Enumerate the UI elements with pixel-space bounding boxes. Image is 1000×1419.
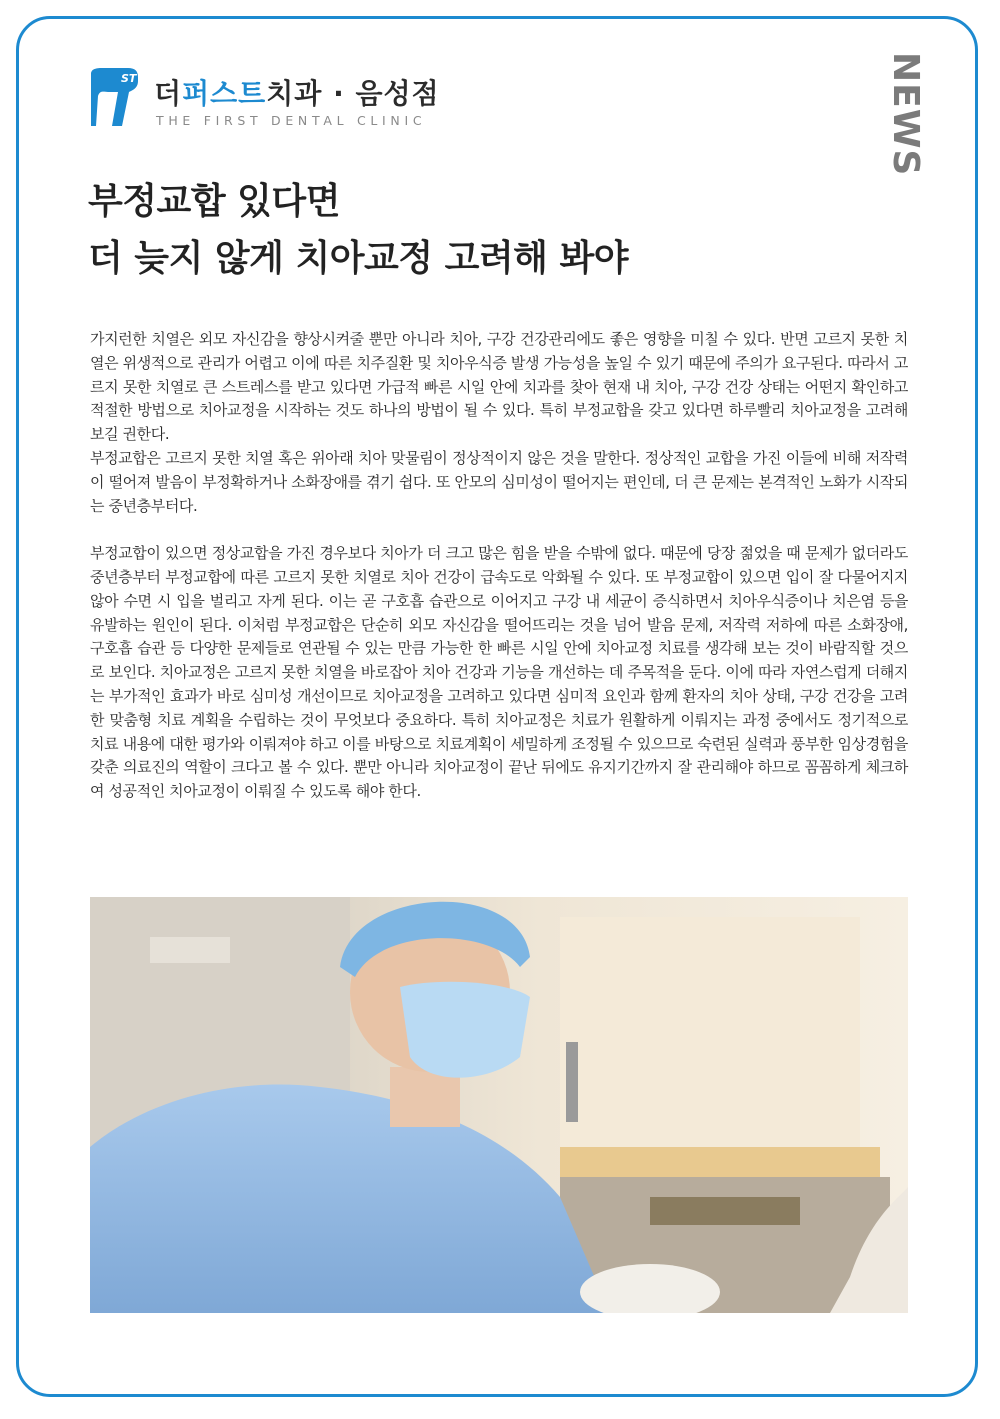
tooth-logo-icon (88, 68, 140, 128)
clinic-logo (88, 68, 448, 130)
paragraph: 부정교합이 있으면 정상교합을 가진 경우보다 치아가 더 크고 많은 힘을 받을 수밖에 없다. 때문에 당장 젊었을 때 문제가 없더라도 중년층부터 부정교합에 따른 고르지 못한 치열로 치아 건강이 급속도로 악화될 수 있다. 또 부정교합이 있으면 입이 잘 다물어지지 않아 수면 시 입을 벌리고 자게 된다. 이는 곧 구호흡 습관으로 이어지고 구강 내 세균이 증식하면서 치아우식증이나 치은염 등을 유발하는 원인이 된다. 이처럼 부정교합은 단순히 외모 자신감을 떨어뜨리는 것을 넘어 발음 문제, 저작력 저하에 따른 소화장애, 구호흡 습관 등 다양한 문제들로 연관될 수 있는 만큼 가능한 한 빠른 시일 안에 치아교정 치료를 생각해 보는 것이 바람직할 것으로 보인다. 치아교정은 고르지 못한 치열을 바로잡아 치아 건강과 기능을 개선하는 데 주목적을 둔다. 이에 따라 자연스럽게 더해지는 부가적인 효과가 바로 심미성 개선이므로 치아교정을 고려하고 있다면 심미적 요인과 함께 환자의 치아 상태, 구강 건강을 고려한 맞춤형 치료 계획을 수립하는 것이 무엇보다 중요하다. 특히 치아교정은 치료가 원활하게 이뤄지는 과정 중에서도 정기적으로 치료 내용에 대한 평가와 이뤄져야 하고 이를 바탕으로 치료계획이 세밀하게 조정될 수 있으므로 숙련된 실력과 풍부한 임상경험을 갖춘 의료진의 역할이 크다고 볼 수 있다. 뿐만 아니라 치아교정이 끝난 뒤에도 유지기간까지 잘 관리해야 하므로 꼼꼼하게 체크하여 성공적인 치아교정이 이뤄질 수 있도록 해야 한다. (90, 544, 908, 801)
title-line-1: 부정교합 있다면 (88, 181, 340, 222)
paragraph: 부정교합은 고르지 못한 치열 혹은 위아래 치아 맞물림이 정상적이지 않은 것을 말한다. 정상적인 교합을 가진 이들에 비해 저작력이 떨어져 발음이 부정확하거나 소화장애를 겪기 쉽다. 또 안모의 심미성이 떨어지는 편인데, 더 큰 문제는 본격적인 노화가 시작되는 중년층부터다. (90, 448, 908, 515)
news-tag-label: NEWS (885, 52, 926, 177)
article-body (90, 328, 908, 880)
title-line-2: 더 늦지 않게 치아교정 고려해 봐야 (88, 238, 629, 279)
dentist-photo-icon (90, 897, 908, 1313)
paragraph: 가지런한 치열은 외모 자신감을 향상시켜줄 뿐만 아니라 치아, 구강 건강관리에도 좋은 영향을 미칠 수 있다. 반면 고르지 못한 치열은 위생적으로 관리가 어렵고 이에 따른 치주질환 및 치아우식증 발생 가능성을 높일 수 있기 때문에 주의가 요구된다. 따라서 고르지 못한 치열로 큰 스트레스를 받고 있다면 가급적 빠른 시일 안에 치과를 찾아 현재 내 치아, 구강 건강 상태는 어떤지 확인하고 적절한 방법으로 치아교정을 시작하는 것도 하나의 방법이 될 수 있다. 특히 부정교합을 갖고 있다면 하루빨리 치아교정을 고려해 보길 권한다. (90, 330, 908, 444)
svg-text:ST: ST (121, 72, 137, 85)
news-tag (885, 52, 926, 182)
article-title (88, 173, 868, 287)
clinic-name: 더퍼스트치과 · 음성점 (154, 77, 440, 110)
clinic-subtitle: THE FIRST DENTAL CLINIC (156, 113, 427, 128)
dentist-photo (90, 897, 908, 1313)
